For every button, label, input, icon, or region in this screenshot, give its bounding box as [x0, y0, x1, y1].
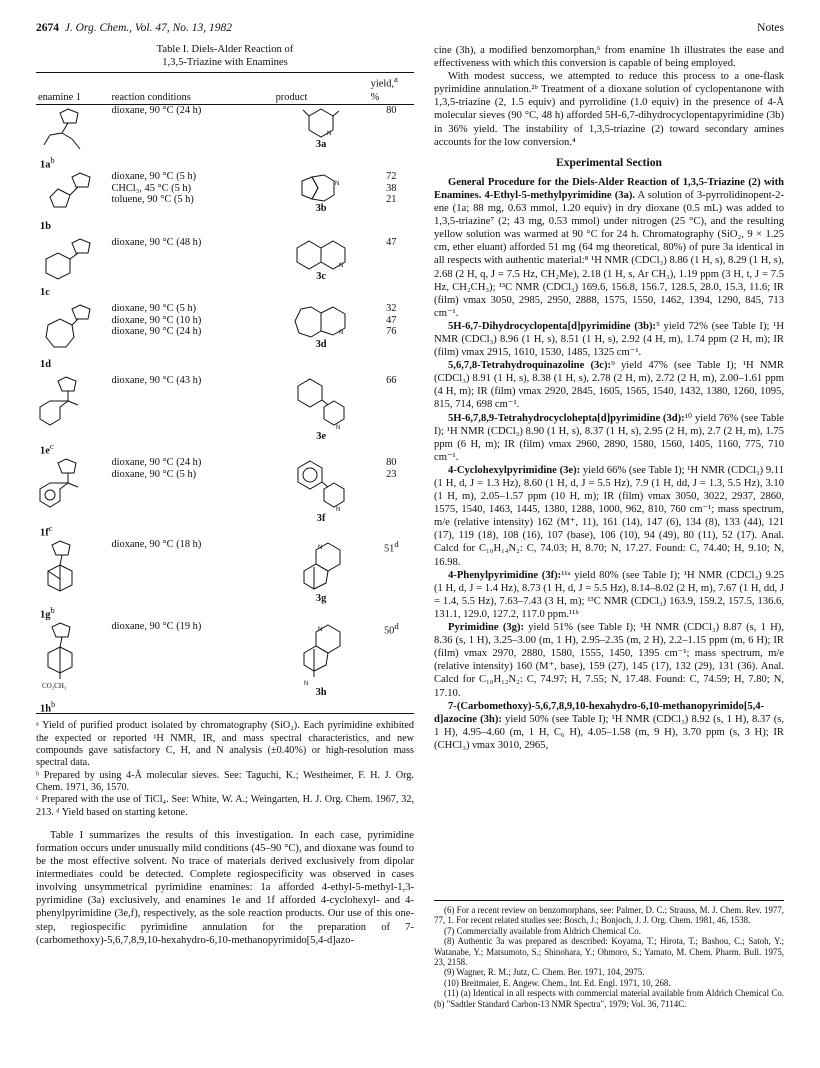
reference-item: (6) For a recent review on benzomorphans, see: Palmer, D. C.; Strauss, M. J. Chem. Rev. 1977, 77, 1. For recent related studies see: Bosch, J.; Bonjoch, J. J. Org. Chem. 1981, 46, 1538. — [434, 905, 784, 926]
yield-value: 80 — [386, 457, 397, 469]
footnote-a: ᵃ Yield of purified product isolated by chromatography (SiO₂). Each pyrimidine exhibited the expected or reported ¹H NMR, IR, and mass spectral characteristics, and new compounds gave satisfactory C, H, and N analysis (±0.40%) or high-resolution mass spectral data. — [36, 720, 414, 769]
yield-value: 51$^d$ — [383, 539, 399, 555]
enamine-label: $1f^c$ — [40, 523, 53, 539]
svg-text:N: N — [339, 330, 344, 337]
table-row — [36, 171, 414, 237]
experimental-paragraph: 5,6,7,8-Tetrahydroquinazoline (3c):⁹ yield 47% (see Table I); ¹H NMR (CDCl₃) 8.91 (1 H, s), 8.38 (1 H, s), 2.78 (2 H, m), 2.72 (2 H, m), 2.00–1.61 ppm (4 H, m); IR (film) νmax 2920, 2845, 1605, 1565, 1540, 1432, 1380, 1260, 1095, 815, 714, 698 cm⁻¹. — [434, 360, 784, 411]
enamine-1e-structure — [38, 375, 98, 437]
enamine-label: $1h^b$ — [40, 699, 56, 715]
table-row — [36, 375, 414, 457]
enamine-label: $1a^b$ — [40, 155, 55, 171]
header-section: Notes — [757, 22, 784, 34]
journal-citation: J. Org. Chem., Vol. 47, No. 13, 1982 — [64, 22, 233, 34]
table-row — [36, 457, 414, 539]
table-row — [36, 303, 414, 375]
page-number: 2674 — [36, 22, 59, 34]
col-conditions: reaction conditions — [109, 91, 273, 105]
yield-value: 50$^d$ — [383, 621, 399, 637]
product-3h-structure — [296, 623, 346, 687]
product-3c-structure — [295, 239, 347, 271]
table-row — [36, 621, 414, 714]
table-row — [36, 539, 414, 621]
yield-value: 38 — [386, 182, 397, 194]
yield-value: 47 — [386, 237, 397, 249]
svg-text:N: N — [318, 627, 323, 634]
svg-text:N: N — [318, 545, 323, 552]
condition-text: dioxane, 90 °C (24 h) — [111, 457, 202, 469]
reference-item: (7) Commercially available from Aldrich Chemical Co. — [444, 925, 641, 936]
enamine-1c-structure — [38, 237, 98, 283]
yield-value: 32 — [386, 303, 397, 315]
experimental-paragraph: Pyrimidine (3g): yield 51% (see Table I); ¹H NMR (CDCl₃) 8.87 (s, 1 H), 8.36 (s, 1 H), 3.25–3.00 (m, 1 H), 2.95–2.35 (m, 2 H), 2.2–1.15 ppm (m, 6 H); IR (film) νmax 2970, 2880, 1580, 1555, 1450, 1395 cm⁻¹; mass spectrum, m/e (relative intensity) 160 (M⁺, base), 159 (27), 145 (17), 132 (29), 131 (36). Anal. Calcd for C₁₀H₁₂N₂: C, 74.97; H, 7.55; N, 17.48. Found: C, 74.59; H, 7.80; N, 17.10. — [434, 622, 784, 699]
header-left — [36, 22, 232, 34]
right-intro-text — [434, 44, 784, 149]
enamine-1d-structure — [38, 303, 98, 355]
table-caption — [36, 44, 414, 69]
experimental-paragraph: General Procedure for the Diels-Alder Reaction of 1,3,5-Triazine (2) with Enamines. 4-Ethyl-5-methylpyrimidine (3a). A solution of 3-pyrrolidinopent-2-ene (1a; 88 mg, 0.63 mmol, 1.20 equiv) in dry dioxane (0.5 mL) was added to 1,3,5-triazine⁷ (2; 43 mg, 0.53 mmol) under nitrogen (25 °C), and the resulting yellow solution was warmed at 90 °C for 24 h. Chromatography (SiO₂, 9 × 1.25 cm, ether eluant) afforded 51 mg (64 mg theoretical, 80%) of pure 3a identical in all respects with authentic material:⁸ ¹H NMR (CDCl₃) 8.86 (1 H, s), 8.29 (1 H, s), 2.68 (2 H, q, J = 7.5 Hz, CH₂Me), 2.18 (1 H, s, Ar CH₃), 1.19 ppm (3 H, t, J = 7.5 Hz, CH₂CH₃); ¹³C NMR (CDCl₃) 169.6, 156.8, 156.7, 128.5, 28.0, 15.3, 11.6; IR (film) νmax 3050, 2985, 2950, 2888, 1575, 1550, 1462, 1394, 1290, 845, 713 cm⁻¹. — [434, 176, 784, 319]
condition-text: dioxane, 90 °C (5 h) — [111, 171, 197, 183]
product-3f-structure — [296, 459, 346, 513]
substituent-label: CO₂CH₃ — [42, 682, 67, 691]
references — [434, 900, 784, 1009]
condition-text: toluene, 90 °C (5 h) — [111, 194, 194, 206]
condition-text: dioxane, 90 °C (19 h) — [111, 621, 202, 633]
footnote-b: ᵇ Prepared by using 4-Å molecular sieves. See: Taguchi, K.; Westheimer, F. H. J. Org. Chem. 1971, 36, 1570. — [36, 769, 414, 793]
body-paragraph: Table I summarizes the results of this investigation. In each case, pyrimidine formation occurs under unusually mild conditions (45–90 °C), and dioxane was found to be the most effective solvent. No trace of materials derived exclusively from dipolar intermediates could be detected. Complete regiospecificity was observed in cases involving unsymmetrical pyrimidine enamines: 1a afforded 4-ethyl-5-methyl-1,3-pyrimidine (3a) exclusively, and enamines 1e and 1f afforded 4-cyclohexyl- and 4-phenylpyrimidine (3e,f), respectively, as the sole reaction products. Our use of this one-step, regiospecific pyrimidine annulation for the preparation of 7-(carbomethoxy)-5,6,7,8,9,10-hexahydro-6,10-methanopyrimido[5,4-d]azo- — [36, 829, 414, 946]
experimental-paragraph: 4-Phenylpyrimidine (3f):¹¹ᵃ yield 80% (see Table I); ¹H NMR (CDCl₃) 9.25 (1 H, d, J = 1.4 Hz), 8.73 (1 H, d, J = 5.5 Hz), 8.14–8.02 (2 H, m), 7.67 (1 H, dd, J = 1.4, 5.5 Hz), 7.63–7.43 (3 H, m); ¹³C NMR (CDCl₃) 163.9, 159.2, 157.5, 136.6, 131.1, 129.0, 127.2, 117.0 ppm.¹¹ᵇ — [434, 569, 785, 620]
condition-text: CHCl₃, 45 °C (5 h) — [111, 182, 192, 194]
table-row — [36, 237, 414, 303]
reference-item: (9) Wagner, R. M.; Jutz, C. Chem. Ber. 1971, 104, 2975. — [444, 967, 645, 978]
body-paragraph: cine (3h), a modified benzomorphan,⁶ from enamine 1h illustrates the ease and effectiveness with which this conversion is capable of being employed. — [434, 45, 784, 70]
enamine-1b-structure — [38, 171, 98, 215]
right-column — [434, 44, 784, 752]
enamine-label: 1b — [40, 221, 51, 233]
reference-item: (8) Authentic 3a was prepared as described: Koyama, T.; Hirota, T.; Bashou, C.; Satoh, Y.; Watanabe, Y.; Matsumoto, S.; Shinohara, Y.; Ohmoro, S.; Yamato, M. Chem. Pharm. Bull. 1975, 23, 2158. — [434, 936, 784, 968]
enamine-label: $1g^b$ — [40, 605, 55, 621]
enamine-label: 1c — [40, 287, 50, 299]
svg-text:N: N — [304, 681, 309, 688]
product-label: 3a — [315, 139, 327, 151]
condition-text: dioxane, 90 °C (24 h) — [111, 105, 202, 117]
enamine-label: 1d — [40, 359, 51, 371]
body-paragraph: With modest success, we attempted to reduce this process to a one-flask pyrimidine annulation.²ᵇ Treatment of a dioxane solution of cyclopentanone with 1,3,5-triazine (2, 1.5 equiv) and pyrrolidine (1.0 equiv) in the presence of 4-Å molecular sieves (90 °C, 48 h) afforded 5H-6,7-dihydrocyclopentapyrimidine (3b) in 36% yield. The instability of 1,3,5-triazine (2) toward secondary amines accounts for the low conversion.⁴ — [434, 71, 784, 148]
enamine-1g-structure — [38, 539, 98, 601]
condition-text: dioxane, 90 °C (5 h) — [111, 303, 197, 315]
table-caption-line1: Table I. Diels-Alder Reaction of — [156, 44, 294, 55]
table-caption-line2: 1,3,5-Triazine with Enamines — [162, 56, 288, 68]
left-body-text — [36, 829, 414, 947]
yield-value: 23 — [386, 468, 397, 480]
yield-value: 47 — [386, 314, 397, 326]
page-header — [36, 22, 784, 38]
experimental-section — [434, 176, 784, 752]
experimental-paragraph: 5H-6,7,8,9-Tetrahydrocyclohepta[d]pyrimidine (3d):¹⁰ yield 76% (see Table I); ¹H NMR (CDCl₃) 8.90 (1 H, s), 8.37 (1 H, s), 2.95 (2 H, m), 2.7 (2 H, m), 1.75 ppm (6 H, m); IR (film) νmax 2960, 2890, 1580, 1560, 1405, 1160, 775, 710 cm⁻¹. — [434, 412, 784, 463]
table-row — [36, 105, 414, 172]
product-3g-structure — [298, 541, 344, 593]
condition-text: dioxane, 90 °C (43 h) — [111, 375, 202, 387]
col-yield-unit: % — [369, 91, 414, 105]
svg-text:N: N — [336, 425, 341, 432]
svg-text:N: N — [335, 181, 340, 188]
experimental-paragraph: 5H-6,7-Dihydrocyclopenta[d]pyrimidine (3b):⁵ yield 72% (see Table I); ¹H NMR (CDCl₃) 8.96 (1 H, s), 8.51 (1 H, s), 2.92 (4 H, m), 1.74 ppm (2 H, m); IR (film) νmax 2915, 1610, 1530, 1485, 1325 cm⁻¹. — [434, 320, 784, 359]
enamine-1a-structure — [38, 105, 98, 151]
enamine-label: $1e^c$ — [40, 441, 54, 457]
yield-value: 80 — [386, 105, 397, 117]
product-3b-structure — [298, 173, 344, 203]
yield-value: 66 — [386, 375, 397, 387]
product-label: 3b — [315, 203, 327, 215]
condition-text: dioxane, 90 °C (5 h) — [111, 468, 197, 480]
left-column — [36, 44, 414, 947]
experimental-section-title: Experimental Section — [556, 156, 662, 169]
product-3d-structure — [293, 305, 349, 339]
svg-text:N: N — [339, 263, 344, 270]
col-product: product — [274, 91, 369, 105]
condition-text: dioxane, 90 °C (48 h) — [111, 237, 202, 249]
reference-item: (10) Breitmaier, E. Angew. Chem., Int. Ed. Engl. 1971, 10, 268. — [444, 977, 671, 988]
product-label: 3d — [315, 339, 327, 351]
reaction-table — [36, 72, 414, 714]
yield-value: 21 — [386, 194, 397, 206]
product-label: 3c — [316, 271, 327, 283]
product-3e-structure — [296, 377, 346, 431]
svg-text:N: N — [336, 507, 341, 514]
product-label: 3f — [316, 513, 326, 525]
yield-value: 76 — [386, 326, 397, 338]
product-label: 3h — [315, 687, 327, 699]
product-3a-structure — [301, 107, 341, 139]
col-yield-top: yield,$^a$ — [369, 73, 414, 91]
yield-value: 72 — [386, 171, 397, 183]
condition-text: dioxane, 90 °C (10 h) — [111, 314, 202, 326]
experimental-paragraph: 4-Cyclohexylpyrimidine (3e): yield 66% (see Table I); ¹H NMR (CDCl₃) 9.11 (1 H, d, J = 1.3 Hz), 8.60 (1 H, d, J = 5.5 Hz), 7.9 (1 H, dd, J = 1.3, 5.5 Hz), 3.10 (1 H, m), 2.05–1.57 ppm (10 H, m); IR (film) νmax 3050, 3022, 2937, 2860, 1575, 1540, 1463, 1445, 1380, 1288, 1000, 962, 810, 760 cm⁻¹; mass spectrum, m/e (relative intensity) 162 (M⁺, 11), 161 (14), 147 (6), 134 (8), 133 (44), 121 (17), 119 (18), 108 (16), 107 (base), 106 (10), 94 (49), 80 (11), 52 (17). Anal. Calcd for C₁₀H₁₄N₂: C, 74.03; H, 8.70; N, 17.27. Found: C, 74.40; H, 9.10; N, 16.98. — [434, 464, 784, 568]
condition-text: dioxane, 90 °C (18 h) — [111, 539, 202, 551]
table-footnotes — [36, 720, 414, 818]
enamine-1f-structure — [38, 457, 98, 519]
footnote-c: ᶜ Prepared with the use of TiCl₄. See: White, W. A.; Weingarten, H. J. Org. Chem. 1967, 32, 213. ᵈ Yield based on starting ketone. — [36, 794, 414, 818]
col-enamine: enamine 1 — [36, 91, 109, 105]
condition-text: dioxane, 90 °C (24 h) — [111, 326, 202, 338]
svg-text:N: N — [327, 131, 332, 138]
reference-item: (11) (a) Identical in all respects with commercial material available from Aldrich Chemical Co. (b) "Sadtler Standard Carbon-13 NMR Spectra", 1979; Vol. 36, 7114C. — [434, 988, 784, 1009]
experimental-paragraph: 7-(Carbomethoxy)-5,6,7,8,9,10-hexahydro-6,10-methanopyrimido[5,4-d]azocine (3h): yield 50% (see Table I); ¹H NMR (CDCl₃) 8.92 (s, 1 H), 8.37 (s, 1 H), 4.95–4.60 (m, 1 H, C₆ H), 4.05–1.58 (m, 9 H), 3.70 ppm (s, 3 H); IR (CHCl₃) νmax 3010, 2965, — [434, 700, 784, 751]
product-label: 3e — [316, 431, 327, 443]
product-label: 3g — [315, 593, 327, 605]
